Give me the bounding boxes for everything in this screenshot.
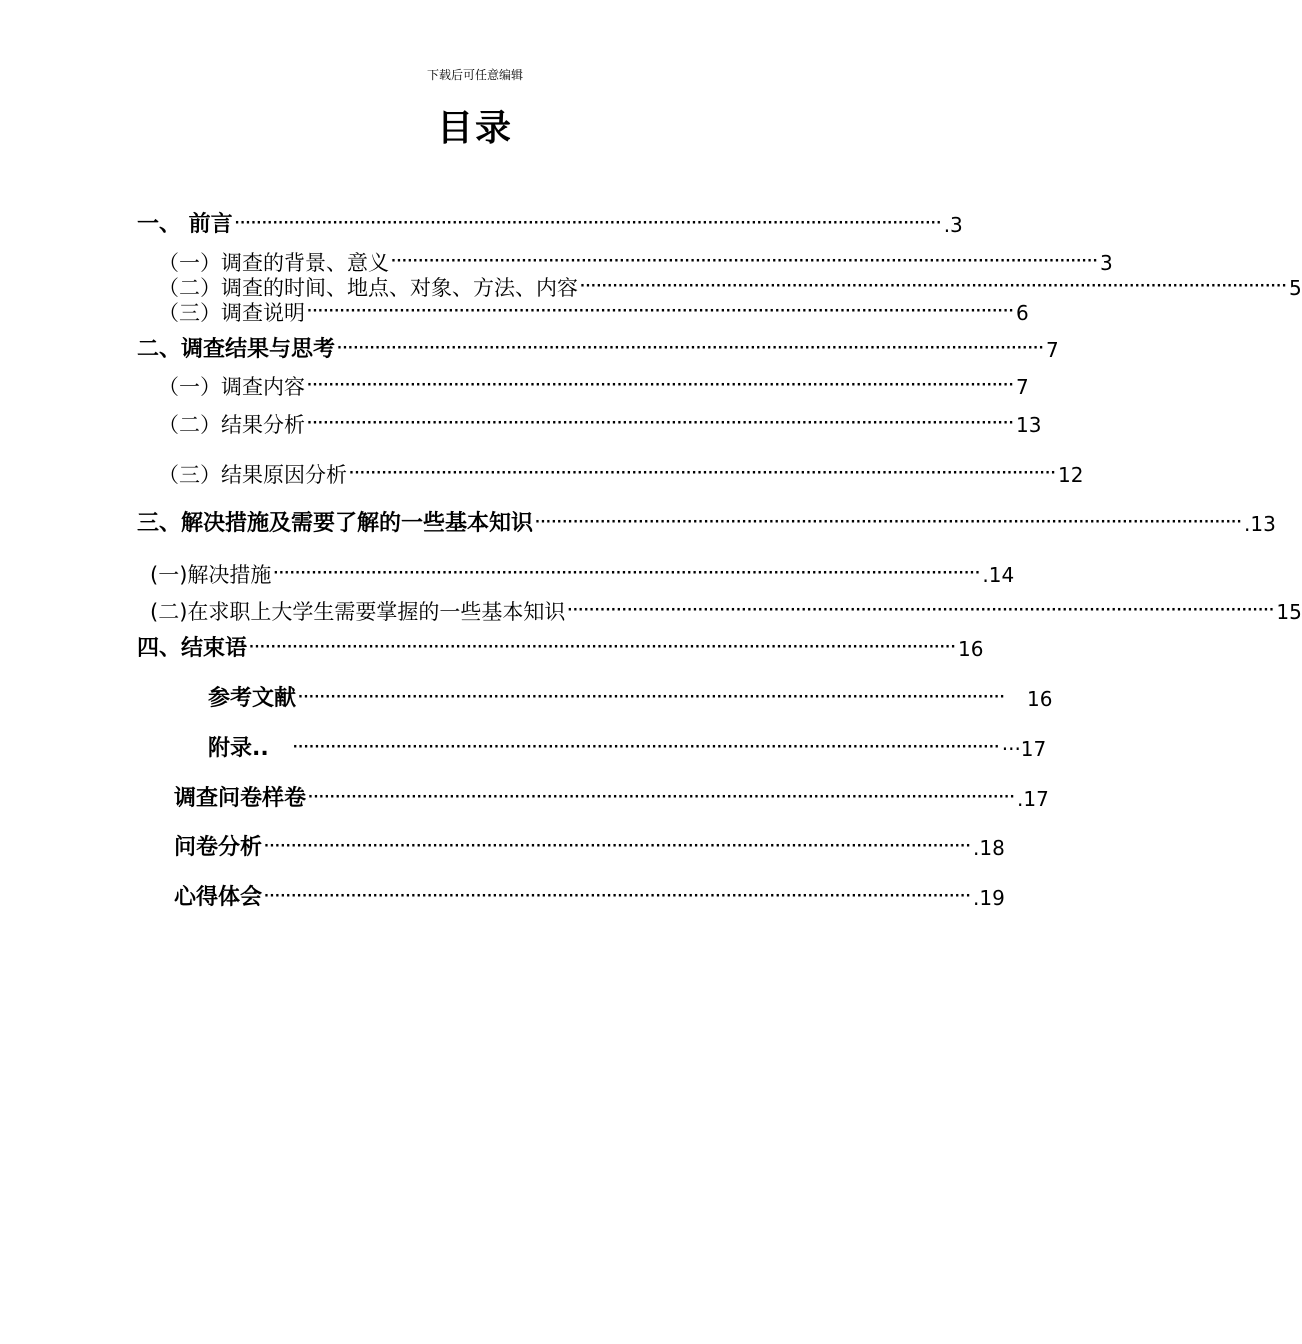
toc-label: （二）调查的时间、地点、对象、方法、内容 (158, 276, 578, 300)
toc-leader-dots: ·································································································································· (349, 466, 1057, 481)
toc-leader-dots: ·································································································································· (307, 304, 1015, 319)
toc-page-number: .17 (1017, 787, 1049, 811)
toc-page-number: 6 (1016, 301, 1029, 325)
toc-page-number: 7 (1016, 375, 1029, 399)
toc-label: 三、解决措施及需要了解的一些基本知识 (137, 511, 534, 536)
toc-label: （一）调查内容 (158, 375, 305, 399)
toc-leader-dots: ·································································································································· (249, 640, 957, 655)
toc-page-number: ···17 (1001, 737, 1047, 761)
toc-leader-dots: ·································································································································· (264, 889, 972, 904)
toc-entry-solutions[interactable] (150, 558, 1015, 588)
toc-page-number: .18 (973, 836, 1005, 860)
toc-leader-dots: ·································································································································· (391, 254, 1099, 269)
toc-page-number: .3 (943, 213, 963, 237)
toc-page-number: .14 (982, 563, 1015, 587)
toc-entry-content[interactable] (158, 370, 1029, 400)
toc-leader-dots: ·································································································································· (337, 341, 1045, 356)
toc-label: （二）结果分析 (158, 413, 305, 437)
toc-label: 心得体会 (174, 885, 263, 910)
toc-entry-measures[interactable] (137, 507, 1276, 537)
toc-label: 问卷分析 (174, 835, 263, 860)
toc-label: 二、调查结果与思考 (137, 337, 336, 362)
toc-page-number: 16 (1027, 687, 1053, 711)
toc-label: 参考文献 (208, 686, 297, 711)
page-title: 目录 (436, 108, 513, 149)
toc-leader-dots: ·································································································································· (535, 515, 1243, 530)
toc-leader-dots: ·································································································································· (298, 690, 1006, 705)
toc-entry-cause-analysis[interactable] (158, 458, 1084, 488)
toc-page-number: 16 (958, 637, 984, 661)
toc-label: （三）调查说明 (158, 301, 305, 325)
toc-page-number: 13 (1016, 413, 1042, 437)
toc-leader-dots: ·································································································································· (308, 790, 1016, 805)
toc-page-number: 12 (1058, 463, 1084, 487)
toc-label: （一）调查的背景、意义 (158, 251, 389, 275)
toc-entry-references[interactable] (208, 682, 1053, 712)
toc-entry-appendix[interactable] (208, 732, 1047, 762)
toc-entry-analysis[interactable] (158, 408, 1042, 438)
toc-label: （三）结果原因分析 (158, 463, 347, 487)
toc-label: (一)解决措施 (150, 563, 272, 587)
toc-label: 一、 前言 (137, 212, 233, 237)
toc-entry-basic-knowledge[interactable] (150, 595, 1302, 625)
toc-leader-dots: ·································································································································· (264, 839, 972, 854)
toc-entry-questionnaire-sample[interactable] (174, 782, 1049, 812)
toc-leader-dots: ·································································································································· (580, 279, 1288, 294)
toc-entry-preface[interactable] (137, 208, 963, 238)
toc-page-number: .19 (973, 886, 1005, 910)
toc-entry-results[interactable] (137, 333, 1059, 363)
toc-page-number: .13 (1244, 512, 1276, 536)
toc-label: 附录.. (208, 736, 269, 761)
toc-leader-dots: ·································································································································· (234, 216, 942, 231)
toc-label: 四、结束语 (137, 636, 248, 661)
toc-entry-notes[interactable] (158, 296, 1029, 326)
toc-leader-dots: ·································································································································· (273, 566, 981, 581)
toc-leader-dots: ·································································································································· (567, 603, 1275, 618)
page-header: 下载后可任意编辑 (426, 68, 523, 82)
toc-entry-reflections[interactable] (174, 881, 1005, 911)
toc-label: (二)在求职上大学生需要掌握的一些基本知识 (150, 600, 566, 624)
toc-leader-dots: ·································································································································· (292, 740, 1000, 755)
toc-leader-dots: ·································································································································· (307, 416, 1015, 431)
toc-label: 调查问卷样卷 (174, 786, 307, 811)
toc-page-number: 15 (1276, 600, 1302, 624)
toc-page-number: 3 (1100, 251, 1113, 275)
toc-entry-questionnaire-analysis[interactable] (174, 831, 1005, 861)
toc-entry-conclusion[interactable] (137, 632, 984, 662)
toc-page-number: 7 (1046, 338, 1059, 362)
toc-page-number: 5 (1289, 276, 1302, 300)
toc-leader-dots: ·································································································································· (307, 378, 1015, 393)
